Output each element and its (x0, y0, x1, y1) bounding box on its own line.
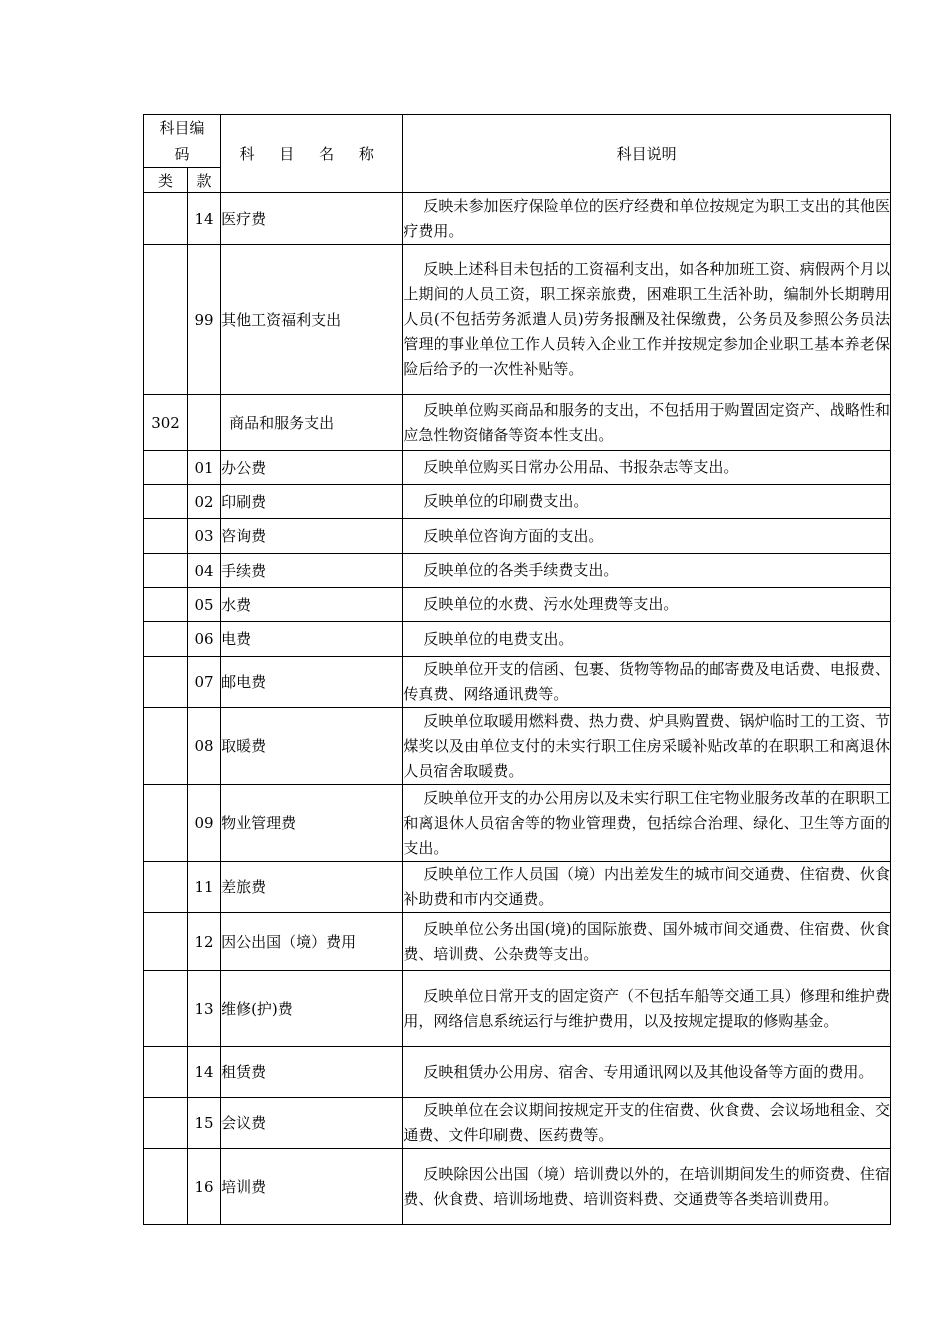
lei-code-cell (144, 519, 188, 554)
kuan-code-cell: 15 (188, 1098, 221, 1149)
kuan-code-cell: 05 (188, 588, 221, 622)
subject-description-cell (403, 395, 891, 451)
subject-description-text: 反映单位的水费、污水处理费等支出。 (423, 595, 679, 613)
subject-description-text: 反映单位工作人员国（境）内出差发生的城市间交通费、住宿费、伙食补助费和市内交通费。 (403, 865, 890, 908)
table-row (144, 1098, 891, 1149)
lei-code-cell (144, 657, 188, 708)
header-lei: 类 (144, 168, 188, 193)
table-row (144, 913, 891, 971)
table-row (144, 657, 891, 708)
lei-code-cell (144, 1149, 188, 1225)
kuan-code-cell: 02 (188, 485, 221, 519)
table-row (144, 1047, 891, 1098)
subject-name-cell: 其他工资福利支出 (221, 245, 403, 395)
lei-code-cell (144, 1098, 188, 1149)
lei-code-cell (144, 971, 188, 1047)
table-row (144, 395, 891, 451)
subject-name-cell: 培训费 (221, 1149, 403, 1225)
subject-name-cell: 维修(护)费 (221, 971, 403, 1047)
kuan-code-cell: 09 (188, 785, 221, 862)
lei-code-cell (144, 245, 188, 395)
subject-description-text: 反映未参加医疗保险单位的医疗经费和单位按规定为职工支出的其他医疗费用。 (403, 196, 890, 240)
subject-description-cell (403, 785, 891, 862)
subject-name-cell: 咨询费 (221, 519, 403, 554)
lei-code-cell: 302 (144, 395, 188, 451)
expenditure-subject-table (143, 114, 891, 1225)
subject-description-cell (403, 913, 891, 971)
table-row (144, 708, 891, 785)
lei-code-cell (144, 554, 188, 588)
kuan-code-cell: 13 (188, 971, 221, 1047)
subject-description-text: 反映单位购买商品和服务的支出，不包括用于购置固定资产、战略性和应急性物资储备等资本性支出。 (403, 400, 890, 444)
header-subject-code: 科目编码 (144, 115, 221, 168)
header-subject-description: 科目说明 (403, 115, 891, 193)
subject-name-cell: 水费 (221, 588, 403, 622)
subject-name-cell: 租赁费 (221, 1047, 403, 1098)
subject-name-cell: 邮电费 (221, 657, 403, 708)
table-row (144, 1149, 891, 1225)
subject-name-cell: 差旅费 (221, 862, 403, 913)
subject-description-text: 反映单位取暖用燃料费、热力费、炉具购置费、锅炉临时工的工资、节煤奖以及由单位支付的未实行职工住房采暖补贴改革的在职职工和离退休人员宿舍取暖费。 (403, 711, 890, 780)
subject-description-cell (403, 657, 891, 708)
kuan-code-cell: 08 (188, 708, 221, 785)
subject-name-cell: 医疗费 (221, 193, 403, 245)
subject-name-cell: 物业管理费 (221, 785, 403, 862)
kuan-code-cell: 11 (188, 862, 221, 913)
subject-name-cell: 商品和服务支出 (221, 395, 403, 451)
lei-code-cell (144, 485, 188, 519)
subject-description-text: 反映单位购买日常办公用品、书报杂志等支出。 (423, 458, 739, 476)
subject-description-text: 反映单位的各类手续费支出。 (423, 561, 619, 579)
subject-description-text: 反映除因公出国（境）培训费以外的，在培训期间发生的师资费、住宿费、伙食费、培训场地费、培训资料费、交通费等各类培训费用。 (403, 1164, 890, 1208)
subject-description-text: 反映单位开支的信函、包裹、货物等物品的邮寄费及电话费、电报费、传真费、网络通讯费等。 (403, 660, 890, 703)
lei-code-cell (144, 785, 188, 862)
lei-code-cell (144, 451, 188, 485)
subject-name-cell: 取暖费 (221, 708, 403, 785)
subject-name-cell: 因公出国（境）费用 (221, 913, 403, 971)
lei-code-cell (144, 913, 188, 971)
table-row (144, 193, 891, 245)
kuan-code-cell: 06 (188, 622, 221, 657)
subject-name-cell: 手续费 (221, 554, 403, 588)
table-row (144, 485, 891, 519)
subject-description-cell (403, 193, 891, 245)
kuan-code-cell: 16 (188, 1149, 221, 1225)
kuan-code-cell: 12 (188, 913, 221, 971)
subject-description-cell (403, 971, 891, 1047)
kuan-code-cell: 07 (188, 657, 221, 708)
subject-description-cell (403, 451, 891, 485)
subject-name-cell: 办公费 (221, 451, 403, 485)
table-row (144, 971, 891, 1047)
kuan-code-cell: 14 (188, 193, 221, 245)
subject-description-cell (403, 1098, 891, 1149)
subject-description-text: 反映单位日常开支的固定资产（不包括车船等交通工具）修理和维护费用，网络信息系统运行与维护费用，以及按规定提取的修购基金。 (403, 986, 890, 1030)
subject-description-cell (403, 519, 891, 554)
header-kuan: 款 (188, 168, 221, 193)
kuan-code-cell: 99 (188, 245, 221, 395)
kuan-code-cell: 14 (188, 1047, 221, 1098)
subject-description-text: 反映单位的电费支出。 (423, 629, 574, 648)
table-row (144, 622, 891, 657)
subject-description-text: 反映单位公务出国(境)的国际旅费、国外城市间交通费、住宿费、伙食费、培训费、公杂费等支出。 (403, 919, 890, 963)
kuan-code-cell: 04 (188, 554, 221, 588)
table-row (144, 245, 891, 395)
subject-description-cell (403, 862, 891, 913)
subject-description-cell (403, 245, 891, 395)
subject-description-text: 反映单位在会议期间按规定开支的住宿费、伙食费、会议场地租金、交通费、文件印刷费、医药费等。 (403, 1101, 890, 1144)
header-subject-name: 科 目 名 称 (221, 115, 403, 193)
table-row (144, 451, 891, 485)
subject-name-cell: 会议费 (221, 1098, 403, 1149)
lei-code-cell (144, 1047, 188, 1098)
table-row (144, 588, 891, 622)
kuan-code-cell: 03 (188, 519, 221, 554)
subject-description-cell (403, 485, 891, 519)
subject-description-cell (403, 588, 891, 622)
subject-name-cell: 电费 (221, 622, 403, 657)
subject-name-cell: 印刷费 (221, 485, 403, 519)
lei-code-cell (144, 193, 188, 245)
subject-description-text: 反映租赁办公用房、宿舍、专用通讯网以及其他设备等方面的费用。 (423, 1062, 874, 1081)
kuan-code-cell (188, 395, 221, 451)
kuan-code-cell: 01 (188, 451, 221, 485)
subject-description-cell (403, 708, 891, 785)
lei-code-cell (144, 588, 188, 622)
subject-description-cell (403, 1149, 891, 1225)
subject-description-cell (403, 622, 891, 657)
lei-code-cell (144, 862, 188, 913)
subject-description-cell (403, 1047, 891, 1098)
table-row (144, 785, 891, 862)
lei-code-cell (144, 708, 188, 785)
subject-description-text: 反映单位咨询方面的支出。 (423, 526, 604, 545)
subject-description-text: 反映单位的印刷费支出。 (423, 492, 589, 510)
subject-description-text: 反映上述科目未包括的工资福利支出，如各种加班工资、病假两个月以上期间的人员工资，职工探亲旅费，困难职工生活补助，编制外长期聘用人员(不包括劳务派遣人员)劳务报酬及社保缴费，公务员及参照公务员法管理的事业单位工作人员转入企业工作并按规定参加企业职工基本养老保险后给予的一次性补贴等。 (403, 260, 890, 378)
subject-description-cell (403, 554, 891, 588)
lei-code-cell (144, 622, 188, 657)
subject-description-text: 反映单位开支的办公用房以及未实行职工住宅物业服务改革的在职职工和离退休人员宿舍等的物业管理费，包括综合治理、绿化、卫生等方面的支出。 (403, 788, 890, 857)
table-row (144, 519, 891, 554)
table-row (144, 554, 891, 588)
table-row (144, 862, 891, 913)
